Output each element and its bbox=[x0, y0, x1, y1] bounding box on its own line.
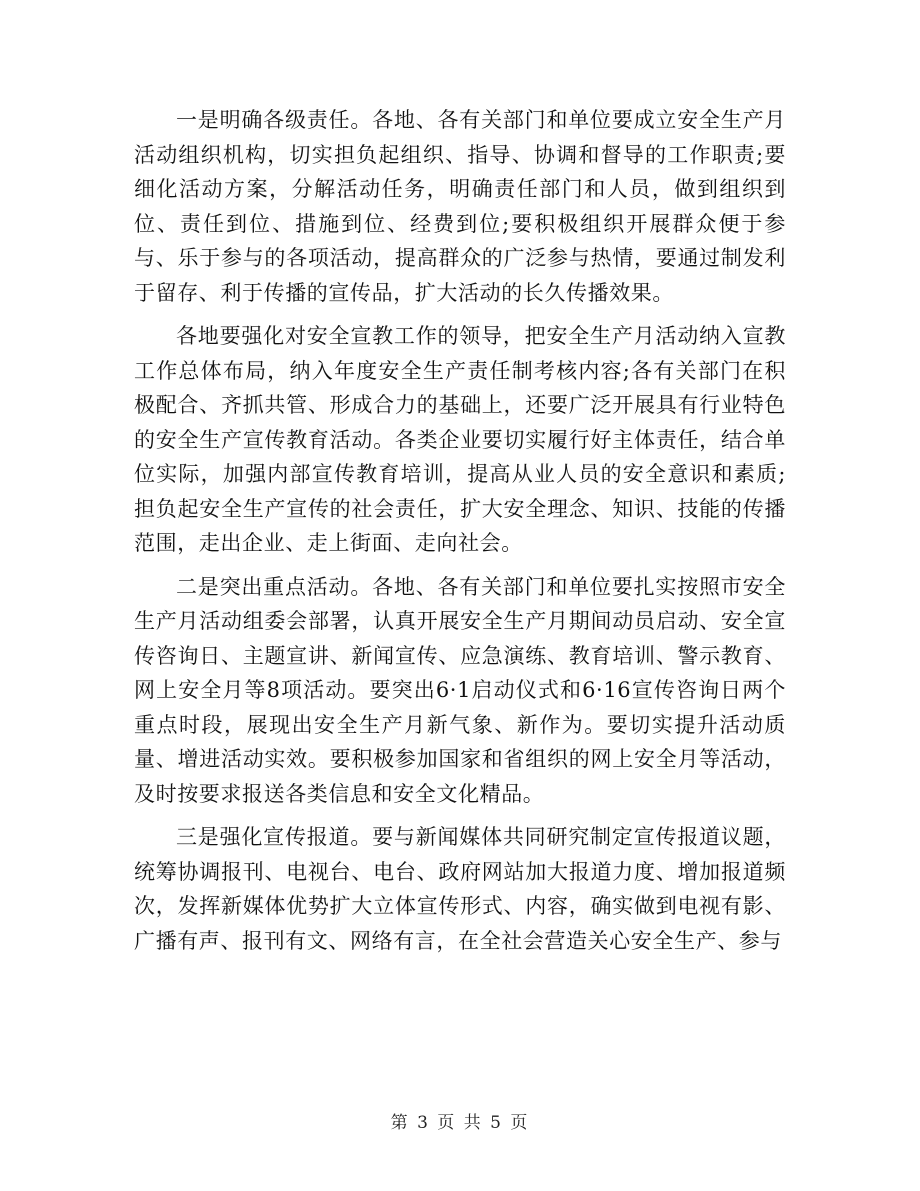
paragraph-4: 三是强化宣传报道。要与新闻媒体共同研究制定宣传报道议题，统筹协调报刊、电视台、电台、政府网站加大报道力度、增加报道频次，发挥新媒体优势扩大立体宣传形式、内容，确实做到电视有影、广播有声、报刊有文、网络有言，在全社会营造关心安全生产、参与 bbox=[134, 825, 786, 953]
document-body bbox=[134, 103, 786, 958]
paragraph-2: 各地要强化对安全宣教工作的领导，把安全生产月活动纳入宣教工作总体布局，纳入年度安全生产责任制考核内容;各有关部门在积极配合、齐抓共管、形成合力的基础上，还要广泛开展具有行业特色的安全生产宣传教育活动。各类企业要切实履行好主体责任，结合单位实际，加强内部宣传教育培训，提高从业人员的安全意识和素质;担负起安全生产宣传的社会责任，扩大安全理念、知识、技能的传播范围，走出企业、走上街面、走向社会。 bbox=[134, 324, 786, 555]
paragraph-3: 二是突出重点活动。各地、各有关部门和单位要扎实按照市安全生产月活动组委会部署，认真开展安全生产月期间动员启动、安全宣传咨询日、主题宣讲、新闻宣传、应急演练、教育培训、警示教育、网上安全月等8项活动。要突出6·1启动仪式和6·16宣传咨询日两个重点时段，展现出安全生产月新气象、新作为。要切实提升活动质量、增进活动实效。要积极参加国家和省组织的网上安全月等活动，及时按要求报送各类信息和安全文化精品。 bbox=[134, 574, 786, 806]
page-number-footer: 第 3 页 共 5 页 bbox=[390, 1113, 530, 1133]
paragraph-1: 一是明确各级责任。各地、各有关部门和单位要成立安全生产月活动组织机构，切实担负起组织、指导、协调和督导的工作职责;要细化活动方案，分解活动任务，明确责任部门和人员，做到组织到位、责任到位、措施到位、经费到位;要积极组织开展群众便于参与、乐于参与的各项活动，提高群众的广泛参与热情，要通过制发利于留存、利于传播的宣传品，扩大活动的长久传播效果。 bbox=[134, 108, 786, 305]
